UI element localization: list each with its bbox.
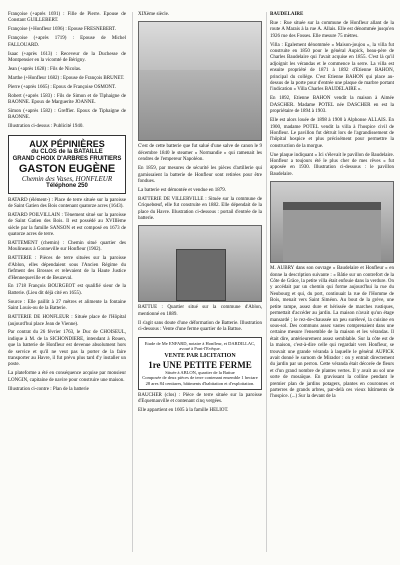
entry-1879: La batterie est démontée et vendue en 1879. [138,187,227,193]
entry-battue: BATTUE : Quartier situé sur la commune d'Ablon, mentionné en 1889. [138,305,262,317]
notice-headline: 1re UNE PETITE FERME [148,359,252,370]
column-3 [270,12,394,403]
entry-battue-2: Il s'agit sans doute d'une déformation de Batterie. Illustration ci-dessous : Vente d'une ferme quartier de la Battue. [138,320,262,333]
entry-robert: Robert (+après 1583) : Fils de Simon et de Tiphaigne de BAONNE. Epoux de Marguerite JOANNE. [8,93,126,105]
entry-batterie-2: En 1718 François BOURGEOT est qualifié sieur de la Batterie. (Lieu dit déjà cité en 1655). [8,284,126,296]
entry-batterie-honfleur: BATTERIE DE HONFLEUR : Située place de l'Hôpital (aujourd'hui place Jean de Vienne). [8,315,126,327]
house-shape [283,202,381,262]
advertisement-pepinieres [8,135,126,194]
entry-baucher: BAUCHER (clos) : Pièce de terre située sur la paroisse d'Equemauville et contenant cinq vergées. [138,393,262,405]
entry-isaac: Isaac (+après 1613) : Receveur de la Duchesse de Montpensier en la vicomté de Bérigny. [8,51,126,63]
entry-battement: BATTEMENT (chemin) : Chemin situé quartier des Moulineaux à Gonneville sur Honfleur (1902). [8,241,126,253]
column-2 [138,12,262,417]
entry-baudelaire-allais: Elle est alors louée de 1898 à 1900 à Alphonse ALLAIS. En 1900, madame POTEL vendit la villa à l'hospice civil de Honfleur. Le pavillon fut détruit lors de l'agrandissement de l'hôpital hospice et plus précisément pour permettre la construction de la morgue. [270,118,394,149]
column-1 [8,12,126,396]
entry-marthe: Marthe (+Honfleur 1682) : Epouse de François BRUNET. [8,75,125,81]
entry-pierre: Pierre (+après 1665) : Epoux de Françoise OSMONT. [8,84,116,90]
image-sky [139,22,261,69]
column-divider [132,12,133,552]
entry-villerville: BATTERIE DE VILLERVILLE : Située sur la commune de Criquebœuf, elle fut construite en 1882. Elle dépendait de la place du Havre. Illustration ci-dessous : portail d'entrée de la batterie. [138,196,262,221]
notice-sale-type: VENTE PAR LICITATION [164,352,236,359]
column-divider [266,12,267,552]
entry-baudelaire-aubry: M. AUBRY dans son ouvrage « Baudelaire et Honfleur » en donne la description suivante : « Bâtie sur un contrefort de la Côte de Grâce, la petite villa était enfouie dans la verdure. On y accédait par un chemin qui forme aujourd'hui la rue du Neubourg et qui, du port, continuait la rue de l'Homme de Bois, menait vers Saint Siméon. Au bout de la grève, une petite rampe, assez dure et hérissée de marches rustiques, permettait d'accéder au jardin. La maison n'avait qu'un étage mansardé ; le rez-de-chaussée un peu surélevé, la cuisine en sous-sol. Des communs assez vastes comprenaient dans une certaine mesure l'ensemble de la maison et les vérandas. Il était dire, antérieurement assez semblable. Sur la côte est de la maison, c'est-à-dire celle qui regardait vers Honfleur, se trouvait une grande véranda à laquelle le général AUPICK avait donné le surnom de Mirador : on y entrait directement du jardin par un perron. Cette véranda était décorée de fleurs et d'un grand nombre de plantes vertes. Il y avait au sol une sorte de mosaïque. En gravissant la colline pendant le premier plan de jardins potagers, plantes en couronnes et parterres de grands arbres, par-delà ces vieux bâtiments de l'hospice. (...) Sur la devant de la [270,266,394,400]
entry-batterie-source: Source : Elle paillit à 27 mètres et alimente la fontaine Saint Louis-ou de la Batterie. [8,299,126,312]
ad-phone: Téléphone 250 [46,182,88,189]
entry-batard-poilvillain: BATARD POILVILLAIN : Tènement situé sur la paroisse de Saint Gatien des Bois. Il est possédé au XVIIIème siècle par la famille SANSON et est composé en 1673 de quatorze acres de terre. [8,212,126,238]
ad-title: AUX PÉPINIÈRES [29,138,105,149]
battery-gate-photo [138,225,262,302]
entry-batterie-honfleur-3: La plateforme a été en conséquence acquise par monsieur LONGIN, capitaine de navire pour construire une maison. [8,371,126,383]
ad-name: GASTON EUGÈNE [18,162,116,175]
ad-address: Chemin des Vases, HONFLEUR [21,174,113,183]
baudelaire-pavilion-photo [270,181,394,263]
entry-batard: BATARD (élément-) : Place de terre située sur la paroisse de Saint Gatien des Bois contenant quatorze acres (1643). [8,197,126,209]
entry-salute: C'est de cette batterie que fut salué d'une salve de canon le 9 décembre 1840 le steamer « Normandie » qui ramenait les cendres de l'empereur Napoléon. [138,144,262,163]
entry-baucher-2: Elle appartient en 1605 à la famille HELIOT. [138,408,229,414]
entry-baudelaire-plaque: Une plaque indiquant « Ici s'élevait le pavillon de Baudelaire. Honfleur a toujours été le plus cher de mes rêves » fut apposée en 1930. Illustration ci-dessous : le pavillon Baudelaire. [270,152,394,177]
entry-francoise-1: Françoise (+après 1691) : Fille de Pierre. Epouse de Constant GUILLEBERT. [8,12,126,24]
notice-location: Située à ABLON, quartier de la Battue [165,369,235,375]
ad-subtitle: du CLOS de la BATAILLE [31,148,103,155]
entry-continuation: XIXème siècle. [138,12,170,17]
ad-line: GRAND CHOIX D'ARBRES FRUITIERS [12,155,122,162]
entry-simon: Simon (+après 1582) : Greffier. Epoux de Tiphaigne de BAONNE. [8,108,126,121]
entry-francoise-2: Françoise (+Honfleur 1696) : Epouse FRESNEBERT. [8,27,116,33]
sale-notice [138,337,262,391]
gate-shape [176,249,227,302]
entry-francoise-3: Françoise (+après 1719) : Epouse de Michel FALLOUARD. [8,36,126,48]
notice-office: Etude de Me ENFARD, notaire à Honfleur, et DARDILLAC, avoué à Pont-l'Evêque. [144,340,256,351]
notice-details: Composée de deux pièces de terre contenant ensemble 1 hectare 28 ares 84 centiares, bâtiments d'habitation et d'exploitation. [142,375,258,386]
entry-batterie-honfleur-4: Illustration ci-contre : Plan de la batterie [8,386,89,392]
entry-baudelaire-heading: BAUDELAIRE [270,12,304,17]
entry-jean: Jean (+après 1628) : Fils de Nicolas. [8,66,82,72]
battery-plan-image [138,21,262,141]
entry-baudelaire-villa: Villa : Egalement dénommée « Maison-joujou », la villa fut construite en 1850 pour le général Aupick, beau-père de Charles Baudelaire qui l'avait acquise en 1855. C'est là qu'il adjoignit les vérandas et le commence la serre. La villa est ensuite propriété de 1871 à 1892 d'Etienne BAHON, principal du collège. C'est Etienne BAHON qui place au-dessus de la porte pour d'entrée une plaque de marbre portant l'indication « Villa Charles BAUDELAIRE ». [270,42,394,93]
entry-batterie-honfleur-2: Par contrat du 26 février 1763, le Duc de CHOISEUL, indique à M. de la SICHONDIERE, intendant à Rouen, que la batterie de Honfleur est devenue absolument hors de service et qu'il ne veut pas la porter de la faire transporter au Havre, il fut prévu plus tard d'y installer un poste. [8,330,126,368]
illustration-caption: Illustration ci-dessus : Publicité 1940. [8,124,84,130]
entry-batterie: BATTERIE : Pièces de terre situées sur la paroisse d'Ablon, elles dépendaient sous l'Ancien Régime du fiefment des Brosses et relevaient de la Haute Justice d'Hennequeville et de Beuzeval. [8,256,126,281]
entry-baudelaire-rue: Rue : Rue située sur la commune de Honfleur allant de la route A Marais à la rue A. Allais. Elle est dénommée jusqu'en 1926 rue des Fosses. Elle mesure 75 mètres. [270,20,394,39]
entry-baudelaire-1892: En 1892, Etienne BAHON vendit la maison à Aimée DASCHER. Madame POTEL née DASCHER en est la propriétaire de 1894 à 1903. [270,96,394,115]
entry-1859: En 1859, par mesures de sécurité les pièces d'artillerie qui garnissaient la batterie de Honfleur sont retirées pour être fondues. [138,166,262,184]
